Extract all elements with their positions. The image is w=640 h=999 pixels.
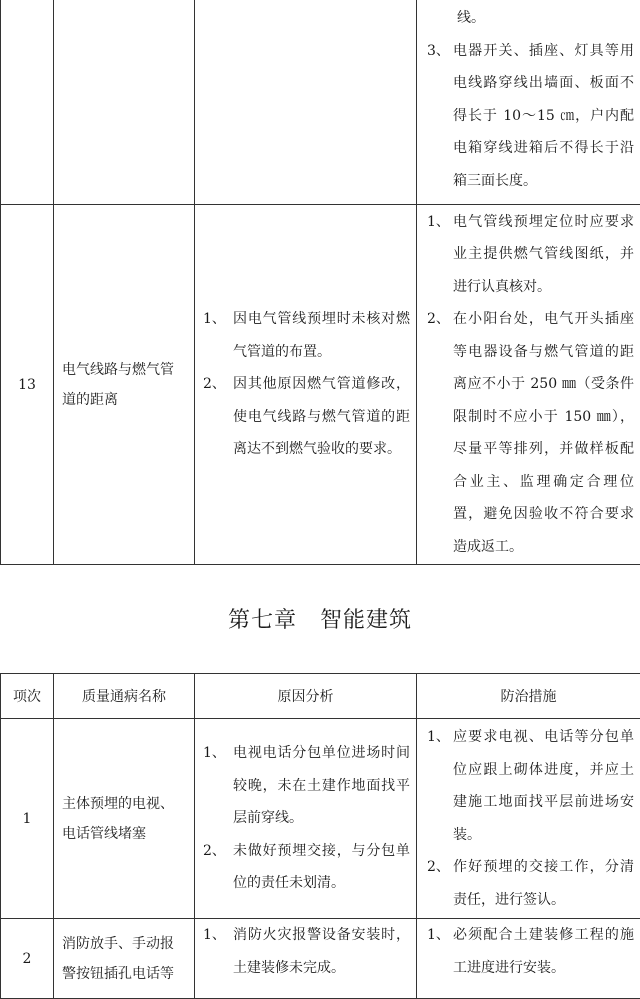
chapter-title: 第七章 智能建筑 <box>0 603 640 634</box>
defect-name <box>54 0 195 205</box>
list-item <box>195 303 416 368</box>
list-text: 因电气管线预埋时未核对燃气管道的布置。 <box>233 303 416 368</box>
cause-cell <box>195 719 417 919</box>
list-text: 电气管线预埋定位时应要求业主提供燃气管线图纸，并进行认真核对。 <box>453 206 640 304</box>
table-row <box>1 719 640 919</box>
list-index: 2、 <box>417 851 453 916</box>
header-prevention-measures: 防治措施 <box>417 674 640 719</box>
defect-name: 消防放手、手动报警按钮插孔电话等 <box>54 919 195 999</box>
list-index: 1、 <box>195 737 233 835</box>
table-header-row <box>1 674 640 719</box>
list-text: 电器开关、插座、灯具等用电线路穿线出墙面、板面不得长于 10～15 ㎝，户内配电箱穿线进箱后不得长于沿箱三面长度。 <box>453 35 640 198</box>
item-number: 2 <box>1 919 54 999</box>
list-item <box>195 368 416 466</box>
list-text: 未做好预埋交接，与分包单位的责任未划清。 <box>233 835 416 900</box>
measure-continuation: 线。 <box>417 2 640 35</box>
list-index: 3、 <box>417 35 453 198</box>
list-index: 2、 <box>417 303 453 563</box>
measure-cell <box>417 719 640 919</box>
table-row <box>1 205 640 565</box>
list-text: 应要求电视、电话等分包单位应跟上砌体进度，并应土建施工地面找平层前进场安装。 <box>453 721 640 851</box>
list-index: 2、 <box>195 368 233 466</box>
list-text: 因其他原因燃气管道修改，使电气线路与燃气管道的距离达不到燃气验收的要求。 <box>233 368 416 466</box>
list-index: 1、 <box>417 919 453 984</box>
defect-name: 电气线路与燃气管道的距离 <box>54 205 195 565</box>
list-item <box>195 737 416 835</box>
item-number <box>1 0 54 205</box>
list-index: 1、 <box>417 206 453 304</box>
header-defect-name: 质量通病名称 <box>54 674 195 719</box>
list-item <box>417 35 640 198</box>
defect-name: 主体预埋的电视、电话管线堵塞 <box>54 719 195 919</box>
bottom-table <box>0 673 640 999</box>
header-item-number: 项次 <box>1 674 54 719</box>
list-item <box>417 851 640 916</box>
list-item <box>417 919 640 984</box>
measure-cell <box>417 919 640 999</box>
item-number: 1 <box>1 719 54 919</box>
measure-cell <box>417 0 640 205</box>
list-index: 1、 <box>417 721 453 851</box>
header-cause-analysis: 原因分析 <box>195 674 417 719</box>
list-text: 必须配合土建装修工程的施工进度进行安装。 <box>453 919 640 984</box>
list-item <box>417 721 640 851</box>
list-index: 1、 <box>195 919 233 984</box>
cause-cell <box>195 205 417 565</box>
list-item <box>195 919 416 984</box>
cause-cell <box>195 0 417 205</box>
item-number: 13 <box>1 205 54 565</box>
list-text: 电视电话分包单位进场时间较晚，未在土建作地面找平层前穿线。 <box>233 737 416 835</box>
table-row <box>1 0 640 205</box>
list-text: 在小阳台处，电气开头插座等电器设备与燃气管道的距离应不小于 250 ㎜（受条件限制时不应小于 150 ㎜），尽量平等排列，并做样板配合业主、监理确定合理位置，避免因验收不符合要求造成返工。 <box>453 303 640 563</box>
list-item <box>195 835 416 900</box>
list-item <box>417 303 640 563</box>
list-index: 1、 <box>195 303 233 368</box>
cause-cell <box>195 919 417 999</box>
list-text: 作好预埋的交接工作，分清责任，进行签认。 <box>453 851 640 916</box>
list-item <box>417 206 640 304</box>
list-text: 消防火灾报警设备安装时，土建装修未完成。 <box>233 919 416 984</box>
list-index: 2、 <box>195 835 233 900</box>
measure-cell <box>417 205 640 565</box>
table-row <box>1 919 640 999</box>
